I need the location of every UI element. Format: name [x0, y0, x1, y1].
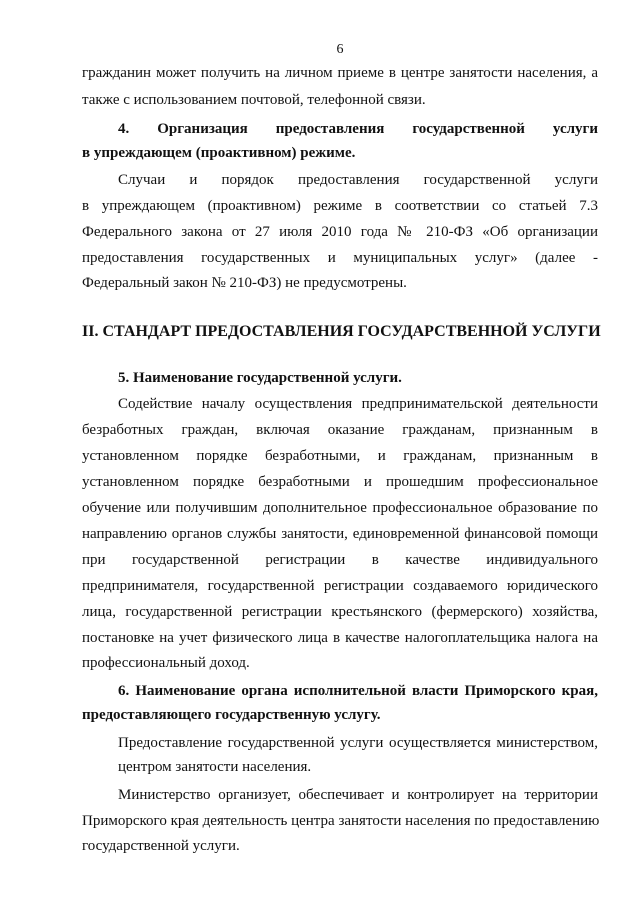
text-line: обучение или получившим дополнительное профессиональное образование по	[82, 500, 598, 516]
section-heading: 6. Наименование органа исполнительной власти Приморского края,	[118, 683, 598, 699]
text-line: Предоставление государственной услуги осуществляется министерством,	[118, 735, 598, 751]
text-line: лица, государственной регистрации крестьянского (фермерского) хозяйства,	[82, 604, 598, 620]
text-line: при государственной регистрации в качестве индивидуального	[82, 552, 598, 568]
text-line: в упреждающем (проактивном) режиме в соответствии со статьей 7.3	[82, 198, 598, 214]
text-line: Случаи и порядок предоставления государственной услуги	[118, 172, 598, 188]
text-line: предпринимателя, государственной регистрации создаваемого юридического	[82, 578, 598, 594]
text-line: установленном порядке безработными и прошедшим профессиональное	[82, 474, 598, 490]
section-heading: предоставляющего государственную услугу.	[82, 707, 381, 723]
text-line: установленном порядке безработными, и гражданам, признанным в	[82, 448, 598, 464]
section-heading: 5. Наименование государственной услуги.	[118, 370, 402, 386]
text-line: Приморского края деятельность центра занятости населения по предоставлению	[82, 813, 600, 829]
text-line: предоставления государственных и муниципальных услуг» (далее -	[82, 250, 598, 266]
text-line: профессиональный доход.	[82, 655, 250, 671]
text-line: Федеральный закон № 210-ФЗ) не предусмотрены.	[82, 275, 407, 291]
text-line: Министерство организует, обеспечивает и контролирует на территории	[118, 787, 598, 803]
text-line: гражданин может получить на личном приеме в центре занятости населения, а	[82, 65, 598, 81]
text-line: центром занятости населения.	[118, 759, 312, 775]
text-line: постановке на учет физического лица в качестве налогоплательщика налога на	[82, 630, 598, 646]
page-number: 6	[336, 42, 344, 57]
text-line: Федерального закона от 27 июля 2010 года № 210-ФЗ «Об организации	[82, 224, 598, 240]
text-line: направлению органов службы занятости, единовременной финансовой помощи	[82, 526, 598, 542]
text-line: также с использованием почтовой, телефонной связи.	[82, 92, 426, 108]
text-line: безработных граждан, включая оказание гражданам, признанным в	[82, 422, 598, 438]
section-heading: в упреждающем (проактивном) режиме.	[82, 145, 356, 161]
text-line: государственной услуги.	[82, 838, 240, 854]
text-line: Содействие началу осуществления предпринимательской деятельности	[118, 396, 598, 412]
chapter-title: II. СТАНДАРТ ПРЕДОСТАВЛЕНИЯ ГОСУДАРСТВЕННОЙ УСЛУГИ	[82, 323, 601, 340]
section-heading: 4. Организация предоставления государственной услуги	[118, 121, 598, 137]
